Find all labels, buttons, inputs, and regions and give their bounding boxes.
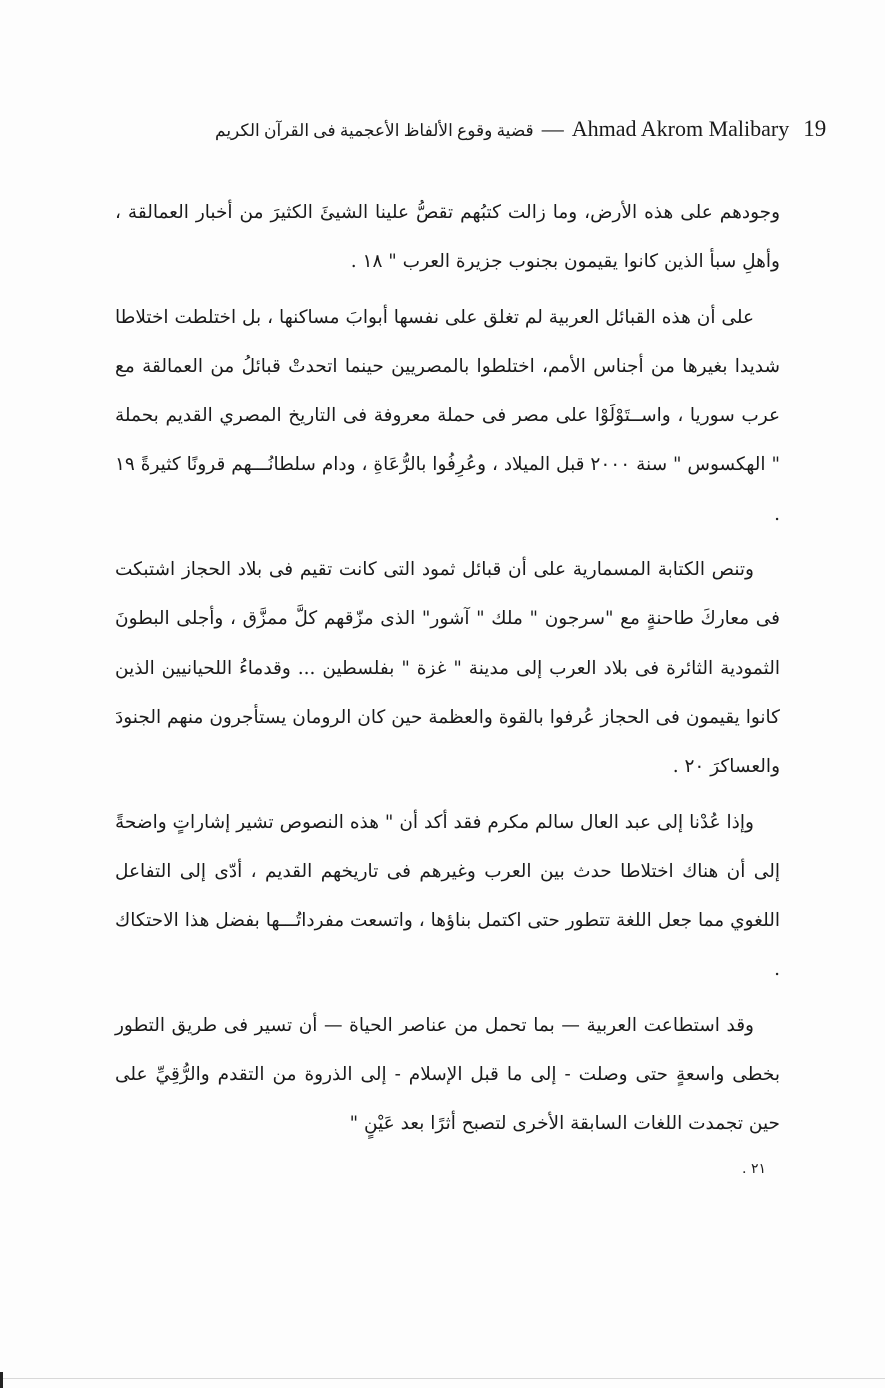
paragraph-1: وجودهم على هذه الأرض، وما زالت كتبُهم تقصُّ علينا الشيئَ الكثيرَ من أخبار العمالقة ، وأهلِ سبأ الذين كانوا يقيمون بجنوب جزيرة العرب " ١٨ . [115, 202, 780, 273]
running-header [215, 116, 827, 152]
page-number: 19 [803, 116, 827, 141]
scan-corner-mark [0, 1372, 3, 1388]
paragraph-5: وقد استطاعت العربية — بما تحمل من عناصر الحياة — أن تسير فى طريق التطور بخطى واسعةٍ حتى وصلت - إلى ما قبل الإسلام - إلى الذروة من التقدم والرُّقِيِّ على حين تجمدت اللغات السابقة الأخرى لتصبح أثرًا بعد عَيْنٍ " [115, 1014, 780, 1135]
header-separator: — [541, 116, 564, 141]
footnote-mark: ٢١ . [742, 1160, 766, 1177]
paragraph-3: وتنص الكتابة المسمارية على أن قبائل ثمود التى كانت تقيم فى بلاد الحجاز اشتبكت فى معاركَ طاحنةٍ مع "سرجون " ملك " آشور" الذى مزّقهم كلَّ ممزَّق ، وأجلى البطونَ الثمودية الثائرة فى بلاد العرب إلى مدينة " غزة " بفلسطين ... وقدماءُ اللحيانيين الذين كانوا يقيمون فى الحجاز عُرفوا بالقوة والعظمة حين كان الرومان يستأجرون منهم الجنودَ والعساكرَ ٢٠ . [115, 559, 780, 778]
scan-edge-line [0, 1378, 885, 1379]
body-text [115, 188, 780, 1183]
paragraph-4: وإذا عُدْنا إلى عبد العال سالم مكرم فقد أكد أن " هذه النصوص تشير إشاراتٍ واضحةً إلى أن هناك اختلاطا حدث بين العرب وغيرهم فى تاريخهم القديم ، أدّى إلى التفاعل اللغوي مما جعل اللغة تتطور حتى اكتمل بناؤها ، واتسعت مفرداتُـــها بفضل هذا الاحتكاك . [115, 811, 780, 981]
article-title: قضية وقوع الألفاظ الأعجمية فى القرآن الكريم [215, 121, 534, 140]
author-name: Ahmad Akrom Malibary [571, 116, 790, 141]
paragraph-2: على أن هذه القبائل العربية لم تغلق على نفسها أبوابَ مساكنها ، بل اختلطت اختلاطا شديدا بغيرها من أجناس الأمم، اختلطوا بالمصريين حينما اتحدتْ قبائلُ من العمالقة مع عرب سوريا ، واســتَوْلَوْا على مصر فى حملة معروفة فى التاريخ المصري القديم بحملة " الهكسوس " سنة ٢٠٠٠ قبل الميلاد ، وعُرِفُوا بالرُّعَاةِ ، ودام سلطانُـــهم قرونًا كثيرةً ١٩ . [115, 306, 780, 525]
